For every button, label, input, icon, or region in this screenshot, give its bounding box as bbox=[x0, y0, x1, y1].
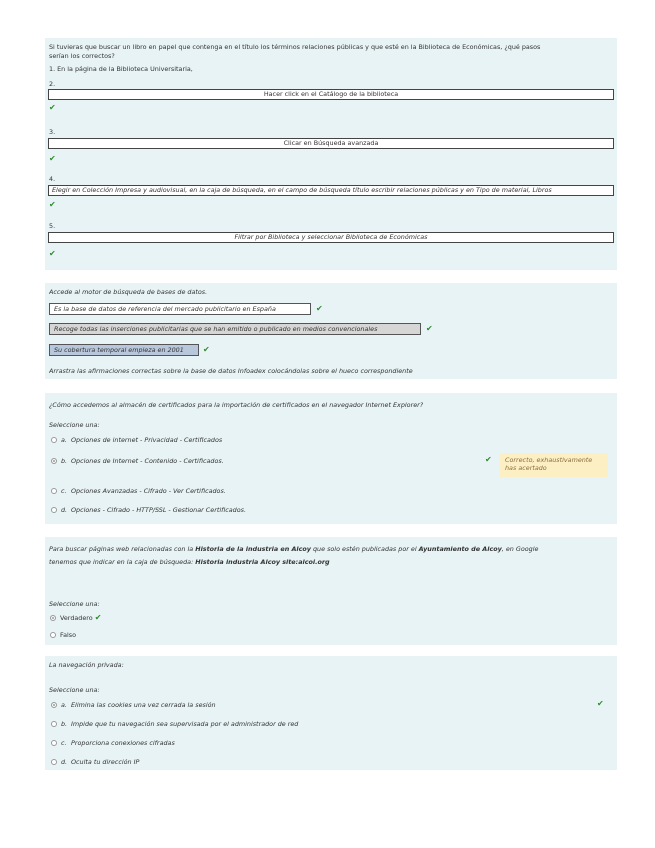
question-3-prompt: ¿Cómo accedemos al almacén de certificados para la importación de certificados en el navegador Internet Explorer? bbox=[49, 401, 424, 409]
question-1-step-1: 1. En la página de la Biblioteca Universitaria, bbox=[49, 65, 193, 73]
select-one-label: Seleccione una: bbox=[49, 600, 100, 608]
correct-check-icon: ✔ bbox=[49, 250, 56, 258]
option-d[interactable]: d. Opciones - Cifrado - HTTP/SSL - Gestionar Certificados. bbox=[51, 506, 246, 514]
option-c[interactable]: c. Proporciona conexiones cifradas bbox=[51, 739, 175, 747]
correct-check-icon: ✔ bbox=[203, 345, 210, 354]
drag-answer-2[interactable]: Recoge todas las inserciones publicitarias que se han emitido o publicado en medios convencionales bbox=[49, 323, 421, 335]
correct-check-icon: ✔ bbox=[485, 455, 492, 464]
question-1-card bbox=[45, 38, 617, 270]
radio-button[interactable] bbox=[51, 740, 57, 746]
radio-button[interactable] bbox=[51, 759, 57, 765]
drag-answer-1[interactable]: Es la base de datos de referencia del mercado publicitario en España bbox=[49, 303, 311, 315]
question-1-prompt: Si tuvieras que buscar un libro en papel que contenga en el título los términos relaciones públicas y que esté en la Biblioteca de Económicas, ¿qué pasos bbox=[49, 43, 541, 51]
correct-check-icon: ✔ bbox=[94, 613, 102, 622]
ordering-answer-box[interactable]: Clicar en Búsqueda avanzada bbox=[48, 138, 614, 149]
question-2-title: Accede al motor de búsqueda de bases de datos. bbox=[49, 288, 208, 296]
option-d[interactable]: d. Oculta tu dirección IP bbox=[51, 758, 139, 766]
radio-button[interactable] bbox=[51, 488, 57, 494]
option-c[interactable]: c. Opciones Avanzadas - Cifrado - Ver Certificados. bbox=[51, 487, 226, 495]
option-a[interactable]: a. Elimina las cookies una vez cerrada la sesión bbox=[51, 701, 216, 709]
question-5-prompt: La navegación privada: bbox=[49, 661, 124, 669]
correct-check-icon: ✔ bbox=[49, 155, 56, 163]
question-3-card bbox=[45, 393, 617, 524]
question-2-card bbox=[45, 283, 617, 379]
radio-button[interactable] bbox=[51, 507, 57, 513]
drag-answer-3[interactable]: Su cobertura temporal empieza en 2001 bbox=[49, 344, 199, 356]
radio-button-selected[interactable] bbox=[51, 458, 57, 464]
question-5-card bbox=[45, 656, 617, 770]
ordering-answer-box[interactable]: Filtrar por Biblioteca y seleccionar Biblioteca de Económicas bbox=[48, 232, 614, 243]
ordering-answer-box[interactable]: Elegir en Colección Impresa y audiovisual, en la caja de búsqueda, en el campo de búsqueda título escribir relaciones públicas y en Tipo de material, Libros bbox=[48, 185, 614, 196]
question-4-card bbox=[45, 537, 617, 645]
question-2-instruction: Arrastra las afirmaciones correctas sobre la base de datos Infoadex colocándolas sobre el hueco correspondiente bbox=[49, 367, 413, 375]
correct-check-icon: ✔ bbox=[597, 699, 604, 708]
radio-button-selected[interactable] bbox=[51, 702, 57, 708]
step-number: 2. bbox=[49, 80, 56, 88]
question-1-prompt-cont: serían los correctos? bbox=[49, 52, 115, 60]
correct-check-icon: ✔ bbox=[316, 304, 323, 313]
option-b[interactable]: b. Impide que tu navegación sea supervisada por el administrador de red bbox=[51, 720, 298, 728]
question-4-prompt-cont: tenemos que indicar en la caja de búsqueda: Historia industria Alcoy site:alcoi.org bbox=[49, 558, 330, 566]
correct-check-icon: ✔ bbox=[49, 104, 56, 112]
step-number: 3. bbox=[49, 128, 56, 136]
radio-button[interactable] bbox=[51, 437, 57, 443]
select-one-label: Seleccione una: bbox=[49, 421, 100, 429]
option-a[interactable]: a. Opciones de internet - Privacidad - Certificados bbox=[51, 436, 222, 444]
step-number: 5. bbox=[49, 222, 56, 230]
radio-button[interactable] bbox=[51, 721, 57, 727]
question-4-prompt: Para buscar páginas web relacionadas con la Historia de la industria en Alcoy que solo estén publicadas por el Ayuntamiento de Alcoy, en Google bbox=[49, 545, 539, 553]
option-true[interactable]: Verdadero ✔ bbox=[50, 614, 101, 622]
ordering-answer-box[interactable]: Hacer click en el Catálogo de la biblioteca bbox=[48, 89, 614, 100]
select-one-label: Seleccione una: bbox=[49, 686, 100, 694]
radio-button-selected[interactable] bbox=[50, 615, 56, 621]
feedback-correct: Correcto, exhaustivamente has acertado bbox=[500, 453, 608, 477]
correct-check-icon: ✔ bbox=[426, 324, 433, 333]
radio-button[interactable] bbox=[50, 632, 56, 638]
step-number: 4. bbox=[49, 175, 56, 183]
option-false[interactable]: Falso bbox=[50, 631, 76, 639]
option-b[interactable]: b. Opciones de Internet - Contenido - Certificados. bbox=[51, 457, 224, 465]
correct-check-icon: ✔ bbox=[49, 201, 56, 209]
